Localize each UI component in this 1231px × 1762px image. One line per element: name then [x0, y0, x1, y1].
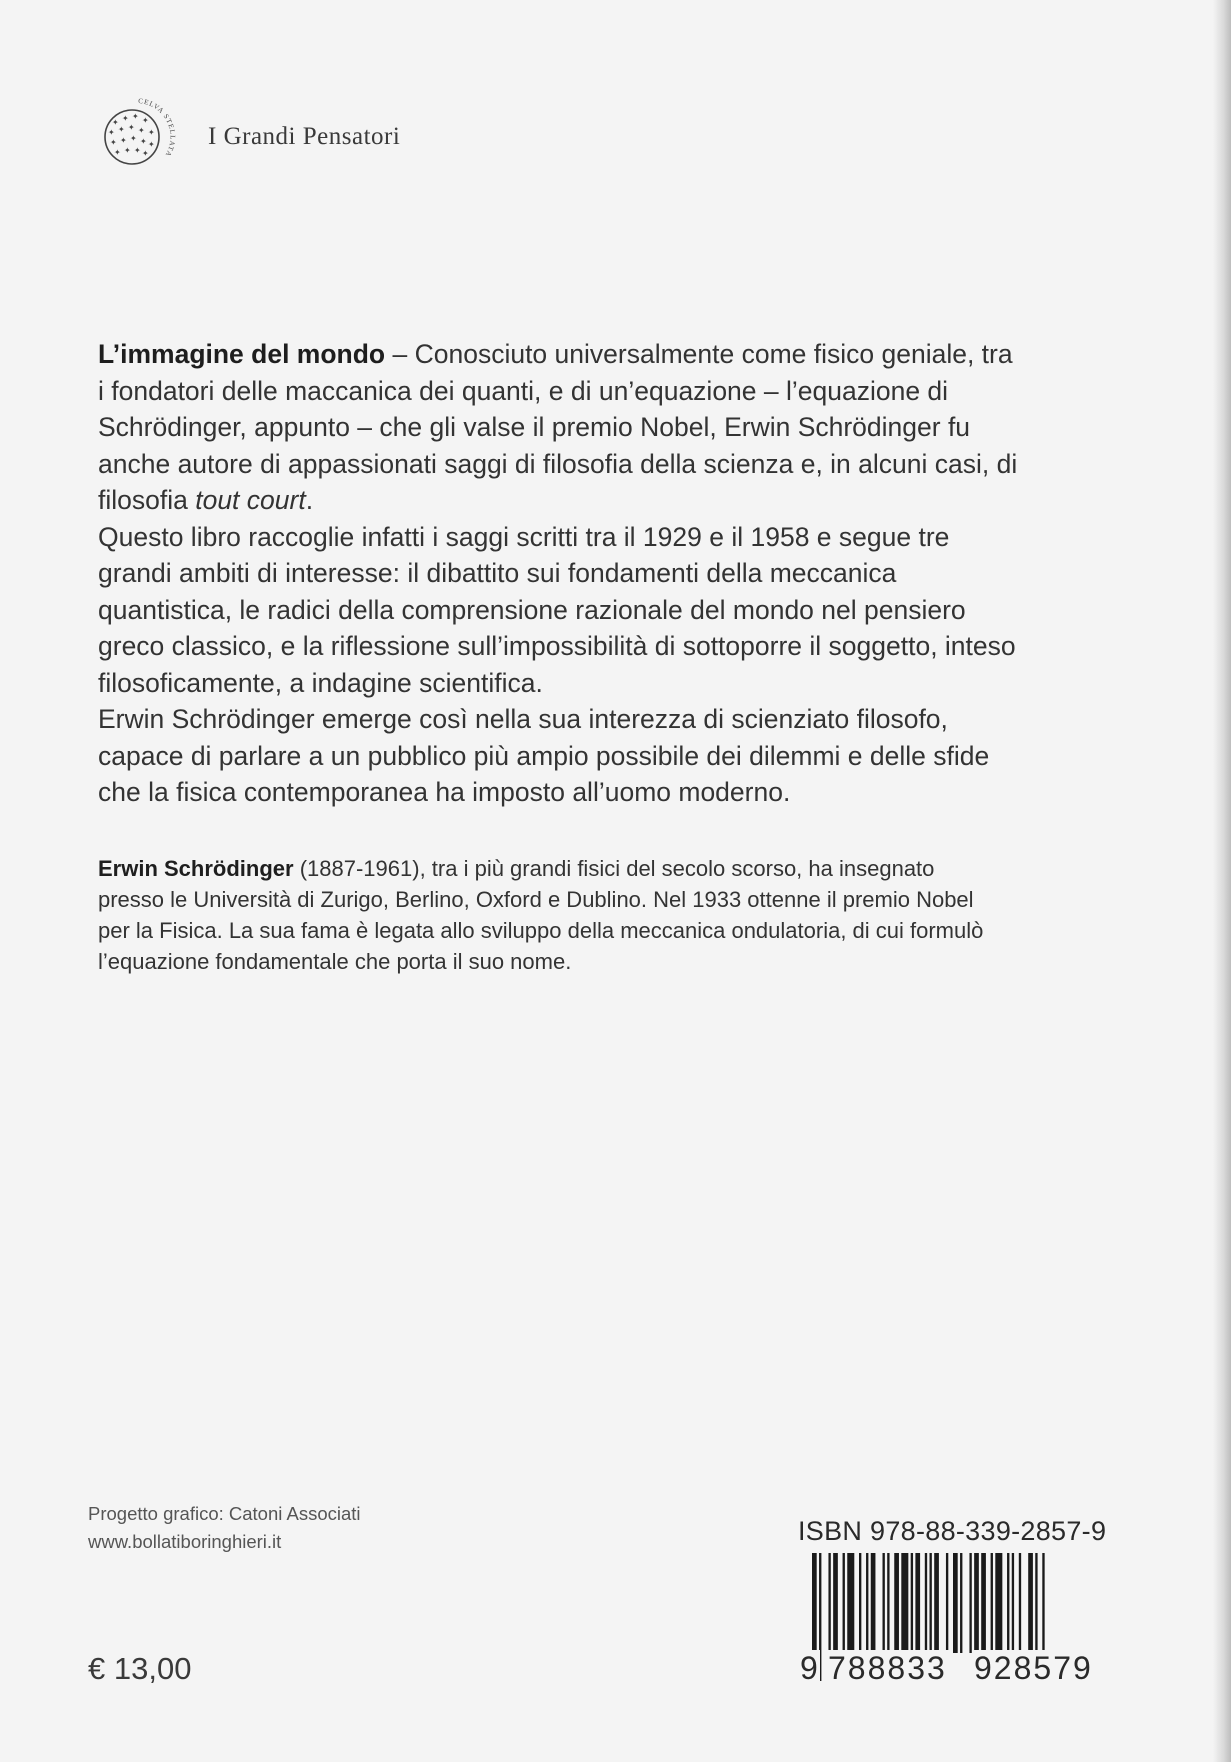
svg-text:✦: ✦: [142, 149, 149, 158]
svg-text:✦: ✦: [130, 134, 137, 143]
svg-text:✦: ✦: [110, 138, 117, 147]
description-text-part2: .: [305, 485, 314, 515]
price-label: € 13,00: [88, 1651, 192, 1686]
credits: [88, 1500, 361, 1556]
svg-text:✦: ✦: [148, 128, 155, 137]
svg-text:✦: ✦: [132, 112, 139, 121]
description-paragraph-conclusion: Erwin Schrödinger emerge così nella sua interezza di scienziato filosofo, capace di parlare a un pubblico più ampio possibile dei dilemmi e delle sfide che la fisica contemporanea ha imposto all’uomo moderno.: [98, 704, 990, 807]
book-description: [98, 336, 1018, 811]
author-bio-paragraph: [98, 853, 998, 977]
svg-text:✦: ✦: [140, 137, 147, 146]
design-credit: Progetto grafico: Catoni Associati: [88, 1503, 361, 1524]
description-paragraph-intro: [98, 336, 1018, 519]
description-paragraph-contents: Questo libro raccoglie infatti i saggi scritti tra il 1929 e il 1958 e segue tre grandi ambiti di interesse: il dibattito sui fondamenti della meccanica quantistica, le radici della comprensione razionale del mondo nel pensiero greco classico, e la riflessione sull’impossibilità di sottoporre il soggetto, inteso filosoficamente, a indagine scientifica.: [98, 521, 1016, 698]
series-header: [98, 92, 400, 178]
publisher-website: www.bollatiboringhieri.it: [88, 1531, 282, 1552]
svg-text:✦: ✦: [122, 114, 129, 123]
svg-text:✦: ✦: [114, 148, 121, 157]
isbn-label: ISBN 978-88-339-2857-9: [798, 1516, 1107, 1546]
description-text-part1: – Conosciuto universalmente come fisico geniale, tra i fondatori delle maccanica dei quanti, e di un’equazione – l’equazione di Schrödinger, appunto – che gli valse il premio Nobel, Erwin Schrödinger fu anche autore di appassionati saggi di filosofia della scienza e, in alcuni casi, di filosofia: [98, 339, 1018, 515]
svg-text:✦: ✦: [120, 136, 127, 145]
svg-text:✦: ✦: [138, 126, 145, 135]
barcode-digits: [798, 1650, 1126, 1690]
seal-icon: [98, 95, 178, 175]
barcode-left-group: 788833: [828, 1650, 947, 1686]
author-name: Erwin Schrödinger: [98, 856, 294, 881]
barcode-right-group: 928579: [974, 1650, 1093, 1686]
book-title: L’immagine del mondo: [98, 339, 386, 369]
publisher-seal-logo: [98, 95, 178, 175]
svg-text:✦: ✦: [148, 140, 155, 149]
svg-text:CELVA STELLATA: CELVA STELLATA: [137, 96, 177, 159]
barcode-first-digit: 9: [800, 1650, 818, 1686]
svg-text:✦: ✦: [112, 118, 119, 127]
series-name: I Grandi Pensatori: [208, 123, 401, 150]
page-edge-shadow: [1213, 0, 1231, 1762]
svg-text:✦: ✦: [108, 128, 115, 137]
description-italic-phrase: tout court: [195, 485, 306, 515]
svg-text:✦: ✦: [118, 125, 125, 134]
svg-text:✦: ✦: [142, 116, 149, 125]
svg-text:✦: ✦: [128, 123, 135, 132]
author-bio-text: (1887-1961), tra i più grandi fisici del secolo scorso, ha insegnato presso le Università di Zurigo, Berlino, Oxford e Dublino. Nel 1933 ottenne il premio Nobel per la Fisica. La sua fama è legata allo sviluppo della meccanica ondulatoria, di cui formulò l’equazione fondamentale che porta il suo nome.: [98, 856, 984, 974]
svg-text:✦: ✦: [134, 146, 141, 155]
svg-text:✦: ✦: [124, 146, 131, 155]
author-biography: [98, 853, 998, 977]
